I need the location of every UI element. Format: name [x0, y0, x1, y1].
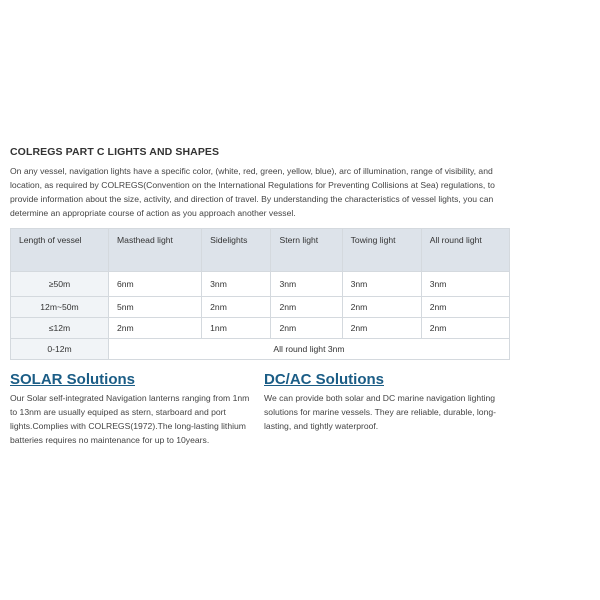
- lights-table: [10, 228, 510, 360]
- header-masthead: Masthead light: [109, 229, 202, 272]
- solutions-columns: [10, 371, 510, 447]
- section-title: COLREGS PART C LIGHTS AND SHAPES: [10, 146, 220, 158]
- cell-towing: 2nm: [342, 297, 421, 318]
- cell-length: 12m~50m: [11, 297, 109, 318]
- cell-masthead: 6nm: [109, 272, 202, 297]
- header-sidelights: Sidelights: [202, 229, 271, 272]
- cell-all-round: 3nm: [421, 272, 509, 297]
- table-row: [11, 272, 510, 297]
- dcac-description: We can provide both solar and DC marine navigation lighting solutions for marine vessels. They are reliable, durable, long-lasting, and tightly waterproof.: [264, 393, 496, 431]
- lights-article: [10, 146, 510, 447]
- cell-length: 0-12m: [11, 339, 109, 360]
- table-row: [11, 297, 510, 318]
- cell-sidelights: 2nm: [202, 297, 271, 318]
- header-stern: Stern light: [271, 229, 342, 272]
- cell-towing: 2nm: [342, 318, 421, 339]
- cell-stern: 3nm: [271, 272, 342, 297]
- cell-sidelights: 3nm: [202, 272, 271, 297]
- cell-all-round: 2nm: [421, 297, 509, 318]
- header-all-round: All round light: [421, 229, 509, 272]
- header-towing: Towing light: [342, 229, 421, 272]
- cell-all-round: 2nm: [421, 318, 509, 339]
- solar-description: Our Solar self-integrated Navigation lanterns ranging from 1nm to 13nm are usually equiped as stern, starboard and port lights.Complies with COLREGS(1972).The long-lasting lithium batteries requires no maintenance for up to 10years.: [10, 393, 250, 445]
- cell-sidelights: 1nm: [202, 318, 271, 339]
- cell-stern: 2nm: [271, 297, 342, 318]
- header-length: Length of vessel: [11, 229, 109, 272]
- dcac-column: [264, 371, 510, 447]
- cell-masthead: 5nm: [109, 297, 202, 318]
- solar-column: [10, 371, 256, 447]
- table-row: [11, 318, 510, 339]
- cell-towing: 3nm: [342, 272, 421, 297]
- cell-masthead: 2nm: [109, 318, 202, 339]
- table-row: [11, 339, 510, 360]
- table-header-row: [11, 229, 510, 272]
- cell-length: ≤12m: [11, 318, 109, 339]
- cell-stern: 2nm: [271, 318, 342, 339]
- cell-length: ≥50m: [11, 272, 109, 297]
- solar-solutions-link[interactable]: SOLAR Solutions: [10, 371, 135, 388]
- dcac-solutions-link[interactable]: DC/AC Solutions: [264, 371, 384, 388]
- cell-all-round-span: All round light 3nm: [109, 339, 510, 360]
- intro-paragraph: On any vessel, navigation lights have a specific color, (white, red, green, yellow, blue), arc of illumination, range of visibility, and location, as required by COLREGS(Convention on the International Regulations for Preventing Collisions at Sea) regulations, to provide information about the size, activity, and direction of travel. By understanding the characteristics of vessel lights, you can determine an appropriate course of action as you approach another vessel.: [10, 166, 495, 218]
